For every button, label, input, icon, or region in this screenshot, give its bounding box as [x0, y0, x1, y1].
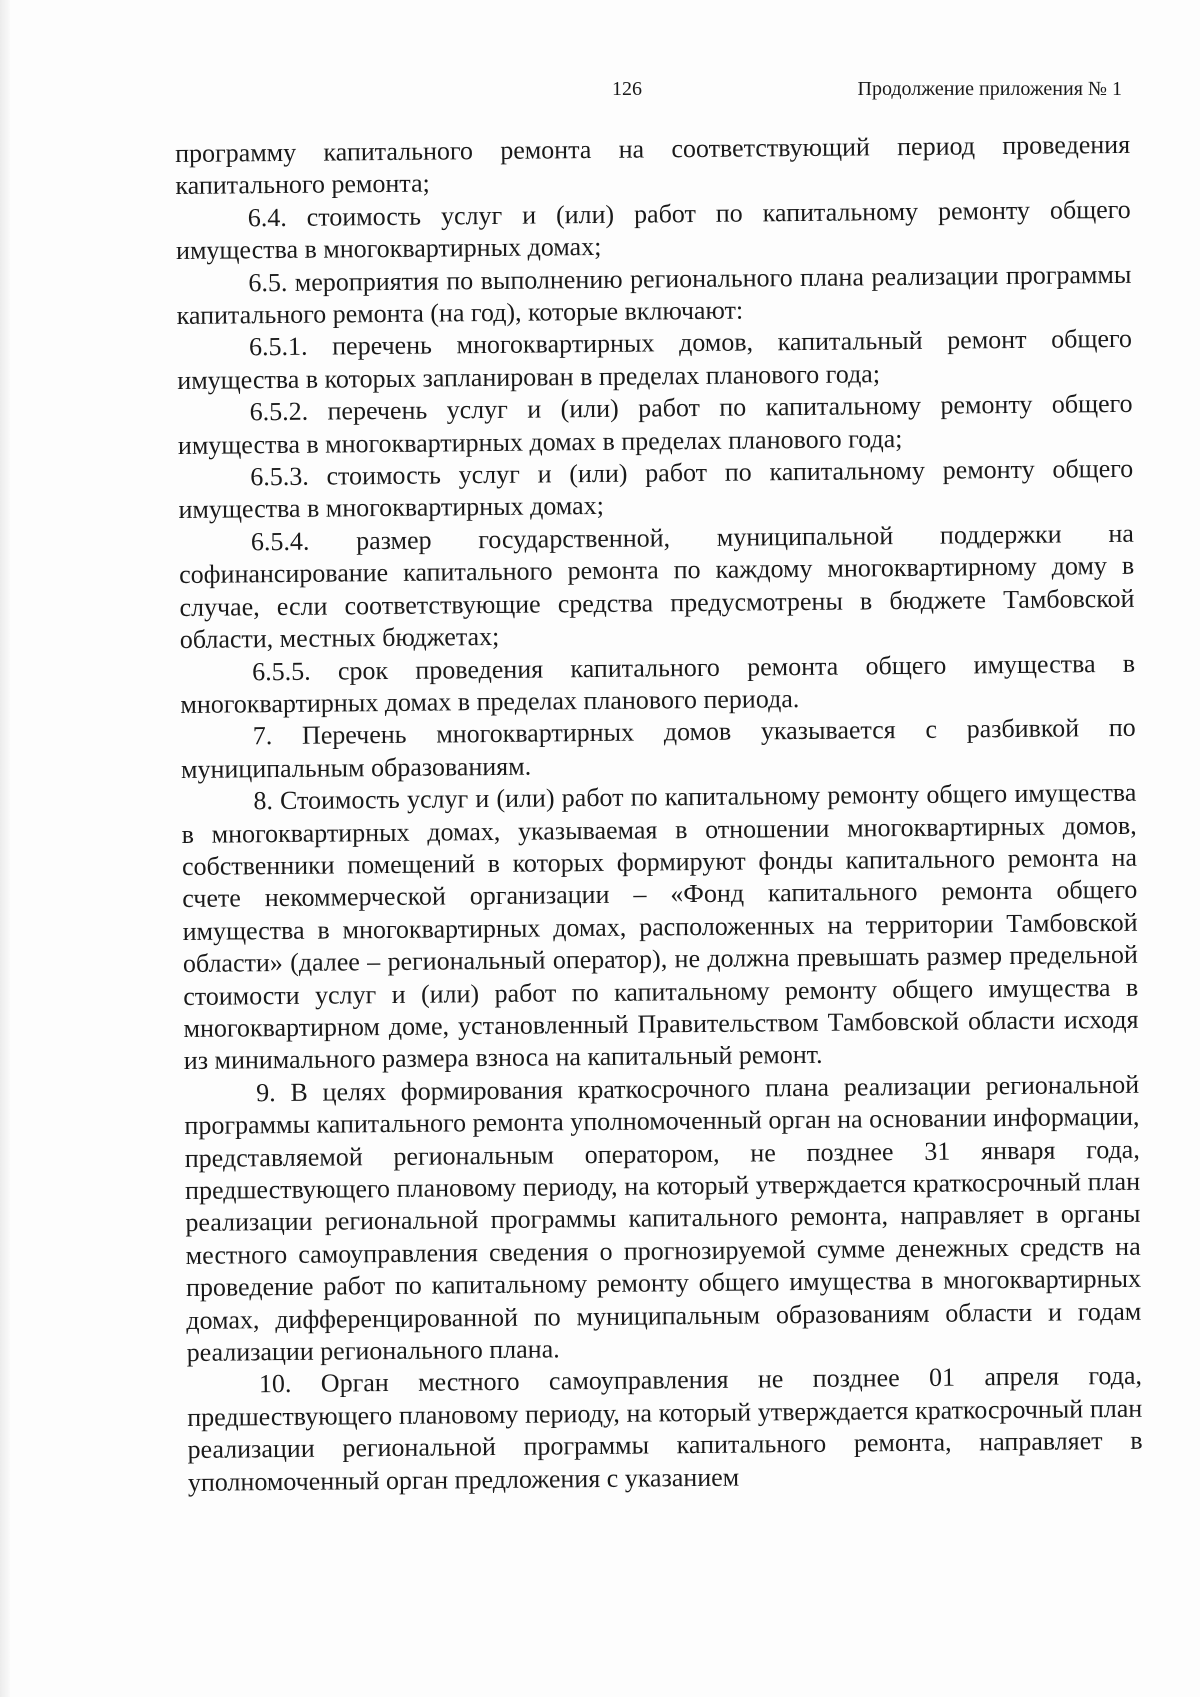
paragraph-6-5: 6.5. мероприятия по выполнению регионального плана реализации программы капитального ремонта (на год), которые включают:: [176, 259, 1132, 331]
paragraph-10: 10. Орган местного самоуправления не позднее 01 апреля года, предшествующего плановому периоду, на который утверждается краткосрочный план реализации региональной программы капитального ремонта, направляет в уполномоченный орган предложения с указанием: [187, 1361, 1143, 1497]
paragraph-6-5-5: 6.5.5. срок проведения капитального ремонта общего имущества в многоквартирных домах в пределах планового периода.: [180, 648, 1136, 719]
paragraph-7: 7. Перечень многоквартирных домов указывается с разбивкой по муниципальным образованиям.: [180, 713, 1136, 784]
paragraph-8: 8. Стоимость услуг и (или) работ по капитальному ремонту общего имущества в многоквартирных домах, указываемая в отношении многоквартирных домов, собственники помещений в которых формируют фонды капитального ремонта на счете некоммерческой организации – «Фонд капитального ремонта общего имущества в многоквартирных домах, расположенных на территории Тамбовской области» (далее – региональный оператор), не должна превышать размер предельной стоимости услуг и (или) работ по капитальному ремонту общего имущества в многоквартирном доме, установленный Правительством Тамбовской области исходя из минимального размера взноса на капитальный ремонт.: [181, 777, 1139, 1076]
paragraph-continuation: программу капитального ремонта на соответствующий период проведения капитального ремонта;: [175, 129, 1131, 201]
scan-edge: [0, 0, 10, 1697]
paragraph-6-4: 6.4. стоимость услуг и (или) работ по капитальному ремонту общего имущества в многоквартирных домах;: [175, 194, 1131, 266]
paragraph-6-5-3: 6.5.3. стоимость услуг и (или) работ по капитальному ремонту общего имущества в многоквартирных домах;: [178, 453, 1134, 525]
page-header: [0, 78, 1200, 108]
paragraph-6-5-1: 6.5.1. перечень многоквартирных домов, капитальный ремонт общего имущества в которых запланирован в пределах планового года;: [177, 324, 1133, 395]
paragraph-6-5-4: 6.5.4. размер государственной, муниципальной поддержки на софинансирование капитального ремонта по каждому многоквартирному дому в случае, если соответствующие средства предусмотрены в бюджете Тамбовской области, местных бюджетах;: [179, 518, 1135, 655]
running-head: Продолжение приложения № 1: [857, 78, 1122, 100]
page-number: 126: [612, 78, 642, 100]
paragraph-6-5-2: 6.5.2. перечень услуг и (или) работ по капитальному ремонту общего имущества в многоквартирных домах в пределах планового года;: [177, 389, 1133, 460]
body-text: [175, 129, 1143, 1499]
paragraph-9: 9. В целях формирования краткосрочного плана реализации региональной программы капитального ремонта уполномоченный орган на основании информации, представляемой региональным оператором, не позднее 31 января года, предшествующего плановому периоду, на который утверждается краткосрочный план реализации региональной программы капитального ремонта, направляет в органы местного самоуправления сведения о прогнозируемой сумме денежных средств на проведение работ по капитальному ремонту общего имущества в многоквартирных домах, дифференцированной по муниципальным образованиям области и годам реализации регионального плана.: [184, 1069, 1142, 1367]
